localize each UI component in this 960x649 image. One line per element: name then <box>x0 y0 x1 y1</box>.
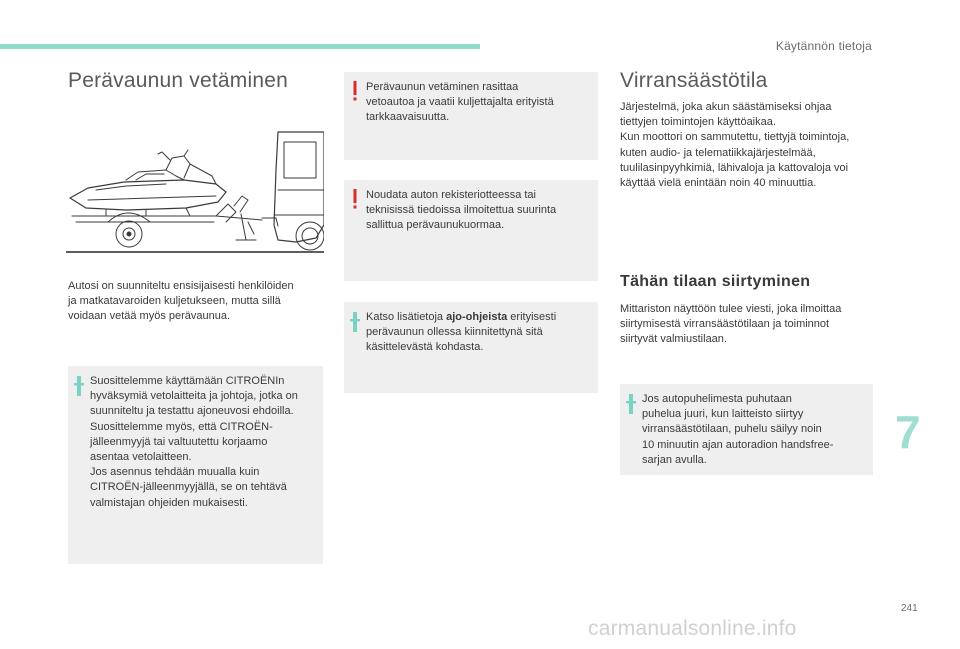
towing-intro-text: Autosi on suunniteltu ensisijaisesti henkilöiden ja matkatavaroiden kuljetukseen, mutta sillä voidaan vetää myös perävaunua. <box>68 280 294 323</box>
warning-icon <box>351 189 359 209</box>
warning-box-text: Perävaunun vetäminen rasittaa vetoautoa ja vaatii kuljettajalta erityistä tarkkaavaisuutta. <box>366 81 554 124</box>
page-title-energy-economy: Virransäästötila <box>620 69 768 92</box>
info-box-phone-call <box>620 384 873 475</box>
info-box-text: Jos autopuhelimesta puhutaan puhelua juuri, kun laitteisto siirtyy virransäästötilaan, puhelu säilyy noin 10 minuutin ajan autoradion handsfree- sarjan avulla. <box>642 393 834 466</box>
warning-box-max-trailer-load <box>344 180 598 281</box>
subtitle-switching-to-mode: Tähän tilaan siirtyminen <box>620 273 811 290</box>
warning-box-towing-strain <box>344 72 598 160</box>
car-towing-trailer-with-jet-ski-illustration <box>66 130 324 255</box>
chapter-number: 7 <box>895 406 921 458</box>
section-label: Käytännön tietoja <box>775 39 872 53</box>
warning-icon <box>351 81 359 101</box>
info-icon <box>626 394 636 414</box>
info-icon <box>350 312 360 332</box>
info-icon <box>74 376 84 396</box>
warning-box-text: Noudata auton rekisteriotteessa tai teknisissä tiedoissa ilmoitettua suurinta sallittua perävaunukuormaa. <box>366 189 557 232</box>
page-number: 241 <box>901 603 918 614</box>
info-box-recommended-towbar <box>68 366 323 564</box>
header-accent-bar <box>0 44 480 49</box>
page-title-towing: Perävaunun vetäminen <box>68 69 288 92</box>
energy-economy-text: Järjestelmä, joka akun säästämiseksi ohjaa tiettyjen toimintojen käyttöaikaa. Kun moottori on sammutettu, tiettyjä toimintoja, kuten audio- ja telematiikkajärjestelmää, tuulilasinpyyhkimiä, lähivaloja ja kattovaloja voi käyttää vielä enintään noin 40 minuuttia. <box>620 101 850 190</box>
cross-reference-link: ajo-ohjeista <box>446 311 508 323</box>
info-box-text: Katso lisätietoja ajo-ohjeista erityisesti perävaunun ollessa kiinnitettynä sitä käsittelevästä kohdasta. <box>366 311 557 354</box>
info-box-text: Suosittelemme käyttämään CITROËNIn hyväksymiä vetolaitteita ja johtoja, jotka on suunniteltu ja testattu ajoneuvosi ehdoilla. Suosittelemme myös, että CITROËN- jälleenmyyjä tai valtuutettu korjaamo asentaa vetolaitteen. Jos asennus tehdään muualla kuin CITROËN-jälleenmyyjällä, se on tehtävä valmistajan ohjeiden mukaisesti. <box>90 375 298 509</box>
switching-mode-text: Mittariston näyttöön tulee viesti, joka ilmoittaa siirtymisestä virransäästötilaan ja toiminnot siirtyvät valmiustilaan. <box>620 303 842 346</box>
info-box-driving-advice <box>344 302 598 393</box>
watermark: carmanualsonline.info <box>588 617 797 640</box>
